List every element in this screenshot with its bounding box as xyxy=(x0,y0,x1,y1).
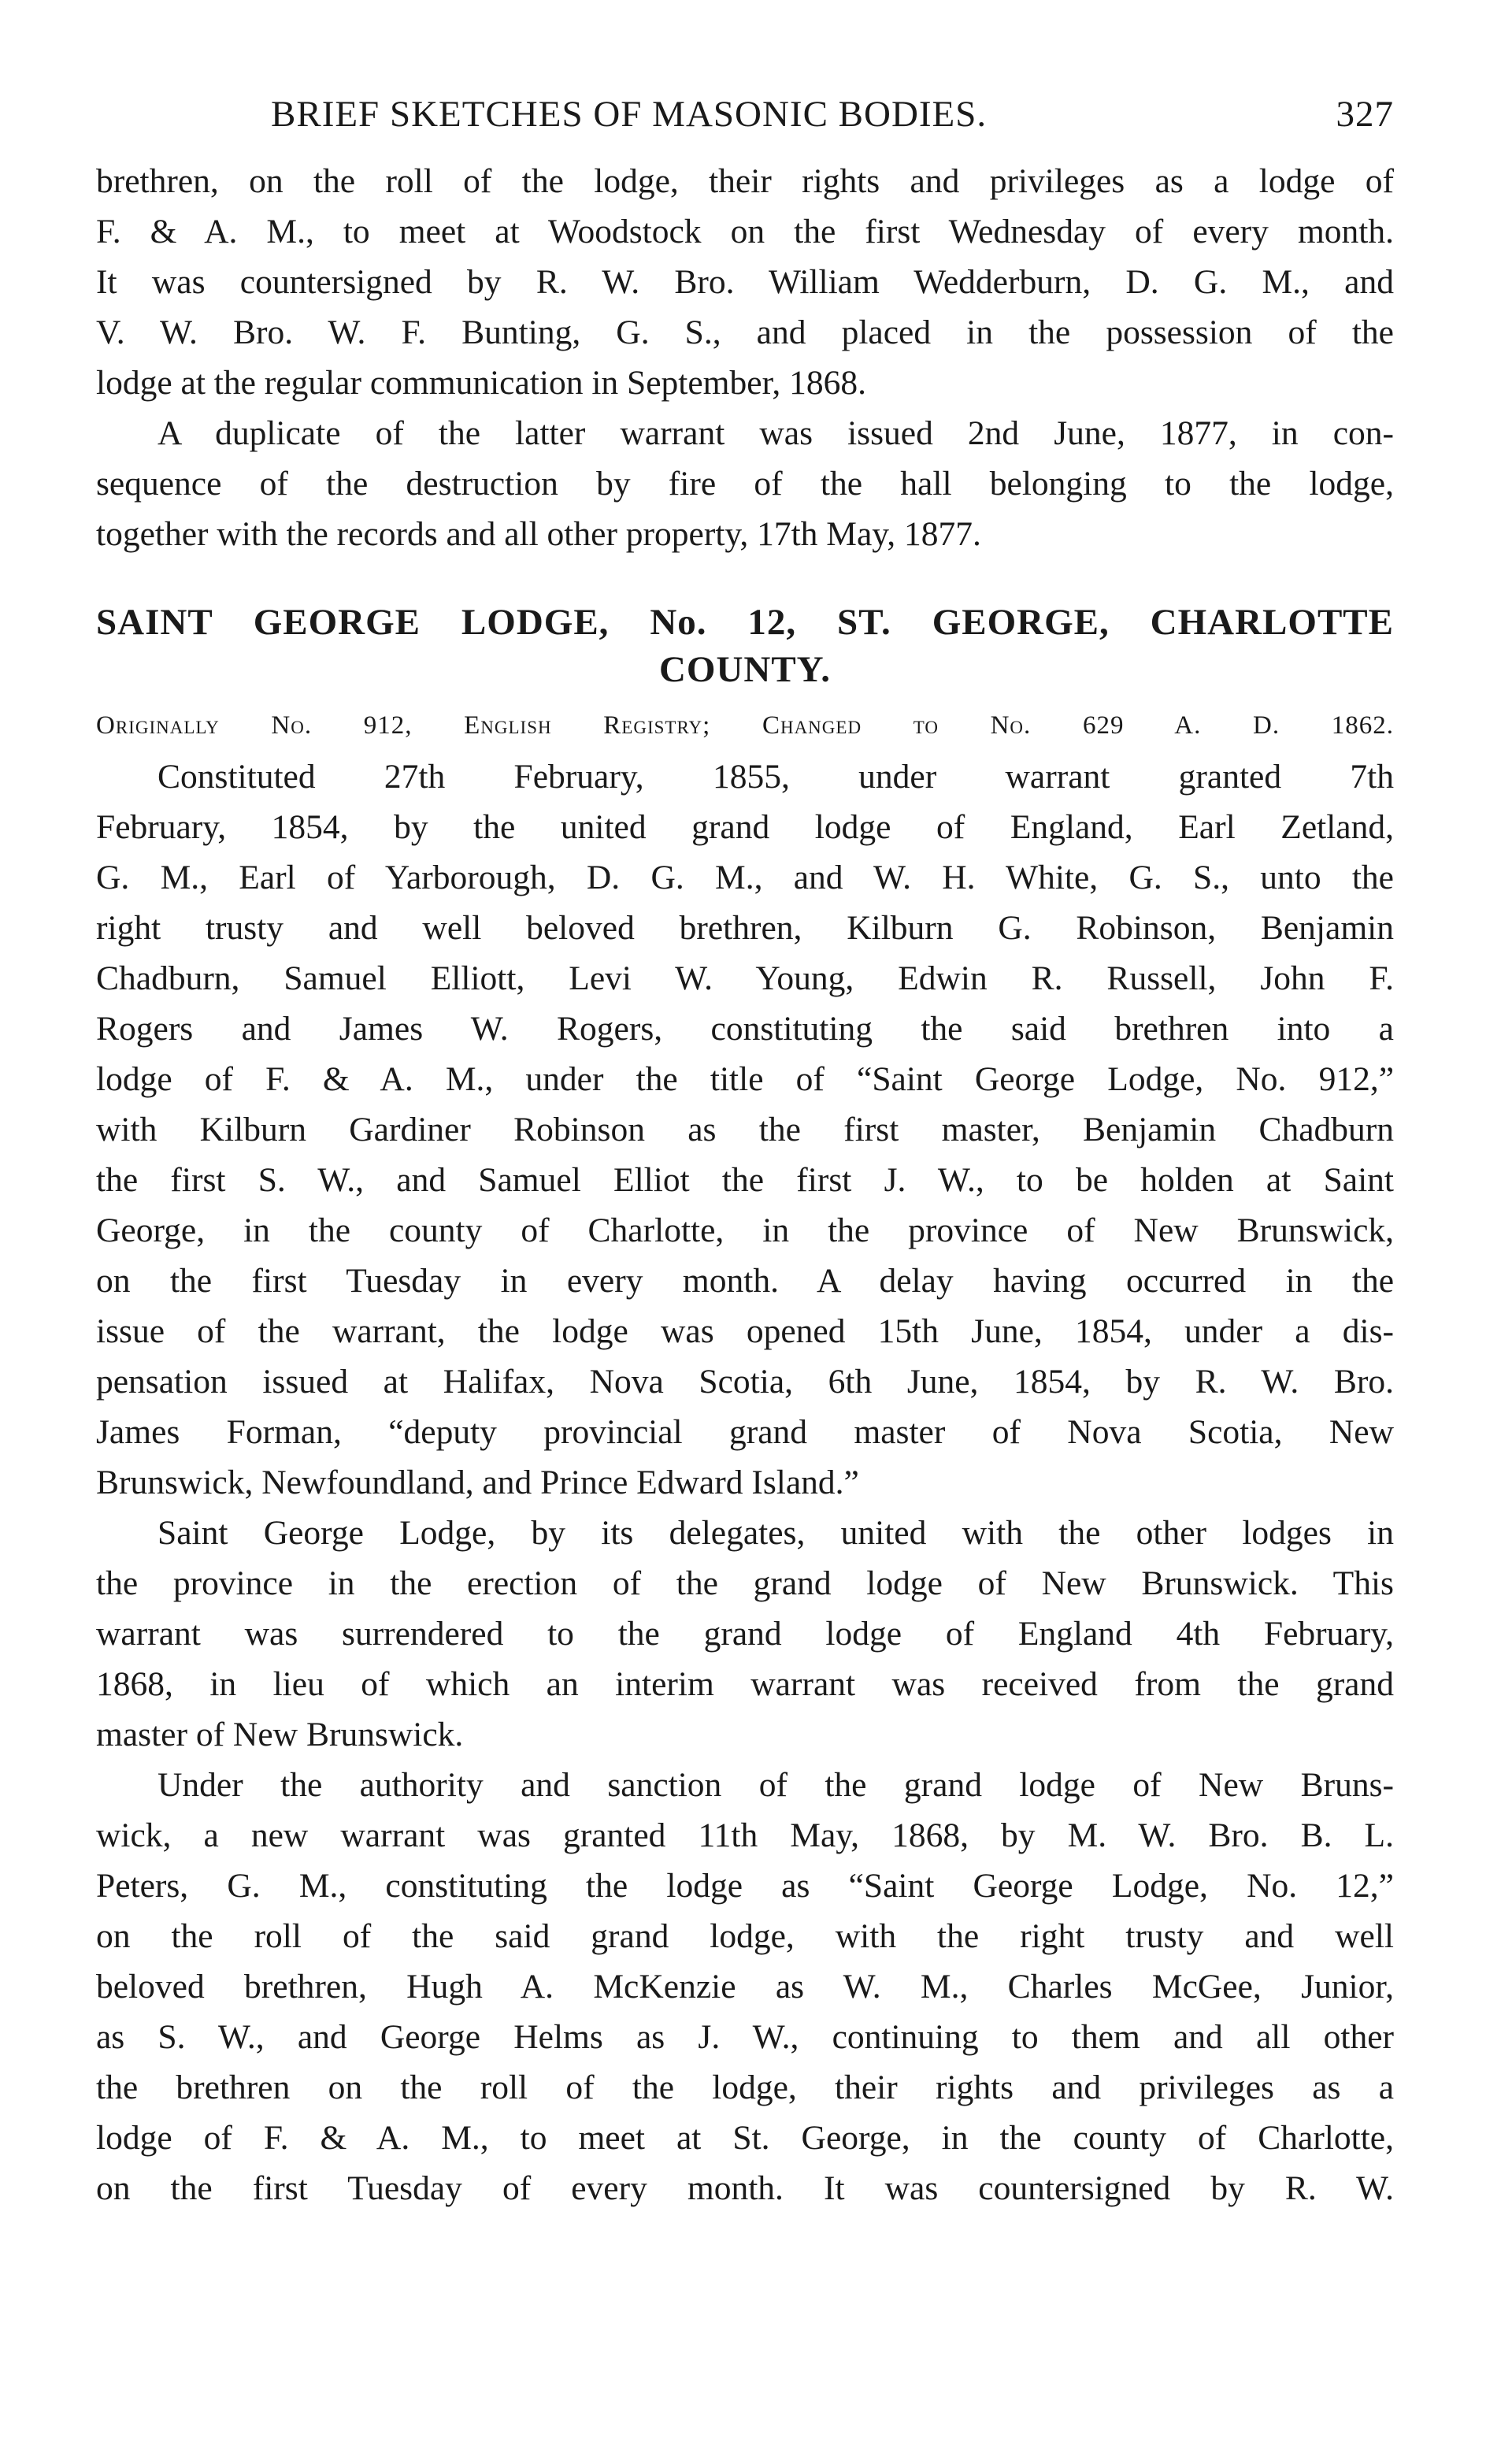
text-line: on the first Tuesday in every month. A delay having occurred in the xyxy=(96,1262,1394,1300)
text-line: F. & A. M., to meet at Woodstock on the first Wednesday of every month. xyxy=(96,213,1394,250)
text-line: the first S. W., and Samuel Elliot the first J. W., to be holden at Saint xyxy=(96,1161,1394,1199)
text-line: Saint George Lodge, by its delegates, united with the other lodges in xyxy=(158,1514,1394,1552)
text-line: brethren, on the roll of the lodge, their rights and privileges as a lodge of xyxy=(96,162,1394,200)
text-line: sequence of the destruction by fire of the hall belonging to the lodge, xyxy=(96,465,1394,503)
text-line: Peters, G. M., constituting the lodge as “Saint George Lodge, No. 12,” xyxy=(96,1867,1394,1905)
section-heading-line: COUNTY. xyxy=(658,649,832,690)
text-line: as S. W., and George Helms as J. W., continuing to them and all other xyxy=(96,2018,1394,2056)
section-heading-line: SAINT GEORGE LODGE, No. 12, ST. GEORGE, CHARLOTTE xyxy=(96,602,1394,643)
text-line: with Kilburn Gardiner Robinson as the first master, Benjamin Chadburn xyxy=(96,1111,1394,1148)
text-line: George, in the county of Charlotte, in the province of New Brunswick, xyxy=(96,1212,1394,1249)
paragraph-duplicate-warrant xyxy=(96,408,1394,559)
text-line: together with the records and all other property, 17th May, 1877. xyxy=(96,515,981,553)
text-line: V. W. Bro. W. F. Bunting, G. S., and placed in the possession of the xyxy=(96,314,1394,351)
text-line: lodge at the regular communication in September, 1868. xyxy=(96,364,866,402)
text-line: lodge of F. & A. M., under the title of “Saint George Lodge, No. 912,” xyxy=(96,1060,1394,1098)
paragraph-new-warrant xyxy=(96,1760,1394,2213)
text-line: master of New Brunswick. xyxy=(96,1716,464,1753)
text-line: right trusty and well beloved brethren, Kilburn G. Robinson, Benjamin xyxy=(96,909,1394,947)
text-line: beloved brethren, Hugh A. McKenzie as W. M., Charles McGee, Junior, xyxy=(96,1968,1394,2006)
text-line: wick, a new warrant was granted 11th May, 1868, by M. W. Bro. B. L. xyxy=(96,1816,1394,1854)
section-heading xyxy=(96,599,1394,693)
section-subheading: Originally No. 912, English Registry; Changed to No. 629 A. D. 1862. xyxy=(96,711,1394,740)
text-line: It was countersigned by R. W. Bro. William Wedderburn, D. G. M., and xyxy=(96,263,1394,301)
paragraph-constitution xyxy=(96,751,1394,1508)
text-line: lodge of F. & A. M., to meet at St. George, in the county of Charlotte, xyxy=(96,2119,1394,2157)
text-line: the brethren on the roll of the lodge, their rights and privileges as a xyxy=(96,2069,1394,2106)
text-line: on the first Tuesday of every month. It was countersigned by R. W. xyxy=(96,2169,1394,2207)
text-line: A duplicate of the latter warrant was issued 2nd June, 1877, in con- xyxy=(158,414,1394,452)
text-line: pensation issued at Halifax, Nova Scotia, 6th June, 1854, by R. W. Bro. xyxy=(96,1363,1394,1401)
text-line: 1868, in lieu of which an interim warrant was received from the grand xyxy=(96,1665,1394,1703)
paragraph-woodstock-warrant xyxy=(96,156,1394,408)
text-line: G. M., Earl of Yarborough, D. G. M., and W. H. White, G. S., unto the xyxy=(96,859,1394,896)
text-line: the province in the erection of the grand lodge of New Brunswick. This xyxy=(96,1564,1394,1602)
page-number: 327 xyxy=(1336,94,1394,135)
text-line: on the roll of the said grand lodge, with the right trusty and well xyxy=(96,1917,1394,1955)
text-line: Constituted 27th February, 1855, under warrant granted 7th xyxy=(158,758,1394,796)
paragraph-union xyxy=(96,1508,1394,1760)
text-line: Under the authority and sanction of the grand lodge of New Bruns- xyxy=(158,1766,1394,1804)
text-line: Brunswick, Newfoundland, and Prince Edward Island.” xyxy=(96,1464,859,1501)
text-line: Rogers and James W. Rogers, constituting the said brethren into a xyxy=(96,1010,1394,1048)
text-line: James Forman, “deputy provincial grand master of Nova Scotia, New xyxy=(96,1413,1394,1451)
text-line: Chadburn, Samuel Elliott, Levi W. Young, Edwin R. Russell, John F. xyxy=(96,959,1394,997)
book-page xyxy=(96,93,1394,2213)
text-line: issue of the warrant, the lodge was opened 15th June, 1854, under a dis- xyxy=(96,1312,1394,1350)
text-line: February, 1854, by the united grand lodge of England, Earl Zetland, xyxy=(96,808,1394,846)
running-head xyxy=(96,93,1394,156)
text-line: warrant was surrendered to the grand lodge of England 4th February, xyxy=(96,1615,1394,1653)
running-title: BRIEF SKETCHES OF MASONIC BODIES. xyxy=(271,94,988,135)
